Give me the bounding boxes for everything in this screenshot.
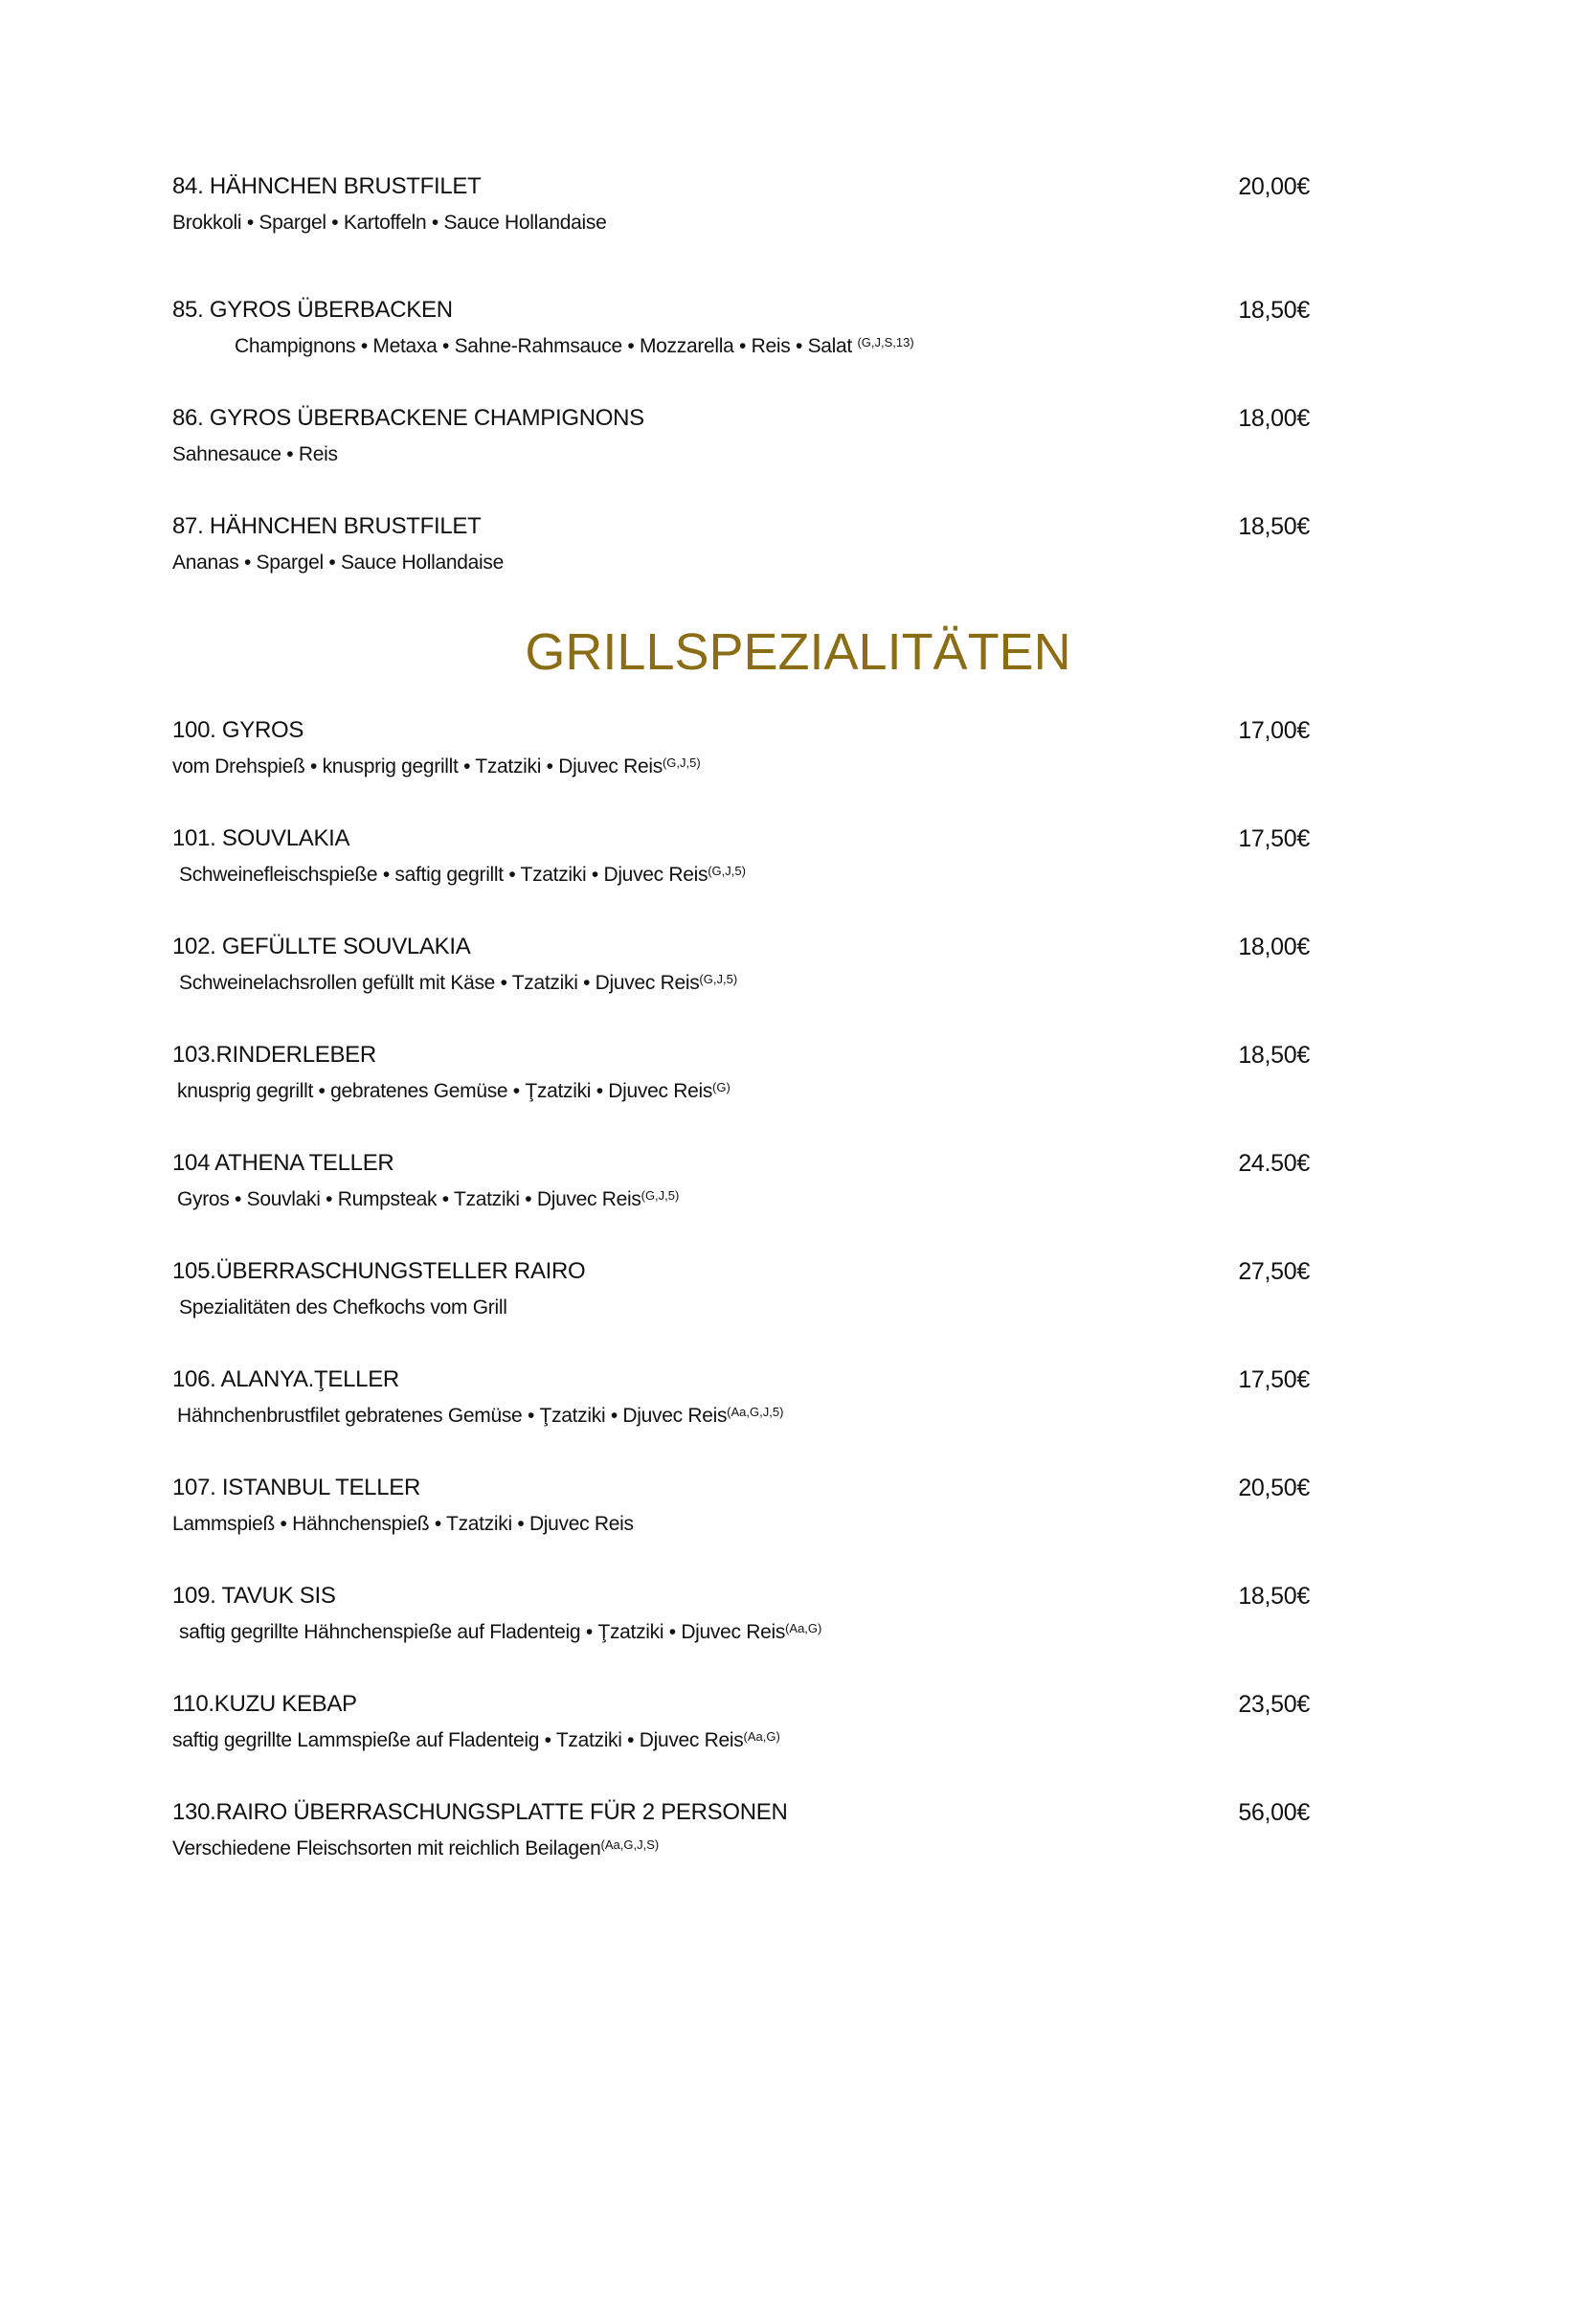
item-text <box>172 1149 1238 1213</box>
item-title: 110.KUZU KEBAP <box>172 1691 357 1717</box>
item-price: 56,00€ <box>1238 1799 1310 1826</box>
item-title: 106. ALANYA.ŢELLER <box>172 1366 399 1392</box>
menu-item <box>172 933 1310 997</box>
allergen-codes: (G,J,5) <box>662 755 701 770</box>
item-description-text: Schweinelachsrollen gefüllt mit Käse • Tzatziki • Djuvec Reis <box>179 972 700 994</box>
item-description <box>172 1186 1238 1213</box>
item-description-text: Ananas • Spargel • Sauce Hollandaise <box>172 552 504 574</box>
item-description-text: Sahnesauce • Reis <box>172 443 338 465</box>
allergen-codes: (G,J,5) <box>641 1188 680 1203</box>
item-description-text: Spezialitäten des Chefkochs vom Grill <box>179 1296 507 1319</box>
item-text <box>172 1041 1238 1105</box>
item-price: 17,00€ <box>1238 717 1310 744</box>
allergen-codes: (Aa,G,J,5) <box>727 1405 784 1419</box>
menu-section-top <box>172 172 1310 576</box>
item-description-text: Gyros • Souvlaki • Rumpsteak • Tzatziki • Djuvec Reis <box>177 1188 641 1210</box>
item-title: 109. TAVUK SIS <box>172 1583 336 1609</box>
allergen-codes: (Aa,G) <box>785 1621 822 1635</box>
item-description-text: Hähnchenbrustfilet gebratenes Gemüse • Ţzatziki • Djuvec Reis <box>177 1405 728 1427</box>
item-description <box>172 1078 1238 1105</box>
item-title: 84. HÄHNCHEN BRUSTFILET <box>172 173 482 199</box>
menu-item <box>172 512 1310 576</box>
item-price: 23,50€ <box>1238 1691 1310 1718</box>
allergen-codes: (G,J,5) <box>708 864 746 878</box>
item-text <box>172 512 1238 576</box>
item-description-text: saftig gegrillte Hähnchenspieße auf Fladenteig • Ţzatziki • Djuvec Reis <box>179 1621 786 1643</box>
menu-item <box>172 824 1310 889</box>
item-description <box>172 441 1238 468</box>
item-title: 87. HÄHNCHEN BRUSTFILET <box>172 513 482 539</box>
item-price: 24.50€ <box>1238 1150 1310 1177</box>
item-price: 17,50€ <box>1238 1366 1310 1393</box>
item-price: 17,50€ <box>1238 825 1310 852</box>
item-title: 107. ISTANBUL TELLER <box>172 1475 421 1500</box>
menu-section-grill <box>172 716 1310 1862</box>
item-description-text: vom Drehspieß • knusprig gegrillt • Tzatziki • Djuvec Reis <box>172 755 663 778</box>
item-description <box>172 333 1238 360</box>
item-text <box>172 1798 1238 1862</box>
item-description-text: saftig gegrillte Lammspieße auf Fladenteig • Tzatziki • Djuvec Reis <box>172 1729 744 1751</box>
item-description <box>172 1295 1238 1321</box>
item-title: 86. GYROS ÜBERBACKENE CHAMPIGNONS <box>172 405 644 431</box>
item-description <box>172 210 1238 237</box>
section-heading-grillspezialitaeten: GRILLSPEZIALITÄTEN <box>525 623 1071 681</box>
item-text <box>172 1474 1238 1538</box>
menu-item <box>172 1798 1310 1862</box>
item-title: 104 ATHENA TELLER <box>172 1150 394 1176</box>
item-text <box>172 716 1238 780</box>
allergen-codes: (G,J,S,13) <box>857 335 914 349</box>
menu-item <box>172 404 1310 468</box>
item-title: 105.ÜBERRASCHUNGSTELLER RAIRO <box>172 1258 586 1284</box>
item-description <box>172 970 1238 997</box>
allergen-codes: (Aa,G,J,S) <box>600 1837 660 1852</box>
item-text <box>172 1365 1238 1430</box>
item-title: 101. SOUVLAKIA <box>172 825 350 851</box>
item-price: 18,50€ <box>1238 297 1310 324</box>
menu-item <box>172 1257 1310 1321</box>
item-price: 18,50€ <box>1238 1583 1310 1610</box>
item-description <box>172 1403 1238 1430</box>
menu-item <box>172 1582 1310 1646</box>
item-price: 18,00€ <box>1238 934 1310 960</box>
menu-item <box>172 172 1310 237</box>
item-text <box>172 296 1238 360</box>
menu-item <box>172 1690 1310 1754</box>
item-text <box>172 1582 1238 1646</box>
item-description <box>172 1836 1238 1862</box>
item-description <box>172 862 1238 889</box>
item-title: 130.RAIRO ÜBERRASCHUNGSPLATTE FÜR 2 PERSONEN <box>172 1799 788 1825</box>
item-price: 18,50€ <box>1238 1042 1310 1069</box>
item-text <box>172 404 1238 468</box>
item-title: 100. GYROS <box>172 717 304 743</box>
item-description-text: Lammspieß • Hähnchenspieß • Tzatziki • Djuvec Reis <box>172 1513 634 1535</box>
menu-item <box>172 1474 1310 1538</box>
item-text <box>172 172 1238 237</box>
item-price: 20,00€ <box>1238 173 1310 200</box>
item-price: 18,50€ <box>1238 513 1310 540</box>
item-title: 103.RINDERLEBER <box>172 1042 376 1068</box>
item-description-text: Brokkoli • Spargel • Kartoffeln • Sauce Hollandaise <box>172 212 607 234</box>
menu-item <box>172 716 1310 780</box>
item-description <box>172 550 1238 576</box>
item-text <box>172 1690 1238 1754</box>
item-price: 27,50€ <box>1238 1258 1310 1285</box>
item-title: 102. GEFÜLLTE SOUVLAKIA <box>172 934 471 959</box>
allergen-codes: (G) <box>712 1080 731 1094</box>
item-description-text: Verschiedene Fleischsorten mit reichlich Beilagen <box>172 1837 601 1859</box>
menu-item <box>172 296 1310 360</box>
item-text <box>172 824 1238 889</box>
menu-item <box>172 1365 1310 1430</box>
item-description <box>172 1619 1238 1646</box>
item-price: 20,50€ <box>1238 1475 1310 1501</box>
item-description <box>172 1727 1238 1754</box>
item-text <box>172 1257 1238 1321</box>
item-description-text: Schweinefleischspieße • saftig gegrillt • Tzatziki • Djuvec Reis <box>179 864 708 886</box>
menu-item <box>172 1149 1310 1213</box>
item-text <box>172 933 1238 997</box>
menu-item <box>172 1041 1310 1105</box>
item-description-text: knusprig gegrillt • gebratenes Gemüse • Ţzatziki • Djuvec Reis <box>177 1080 713 1102</box>
item-title: 85. GYROS ÜBERBACKEN <box>172 297 453 323</box>
item-description-text: Champignons • Metaxa • Sahne-Rahmsauce • Mozzarella • Reis • Salat <box>235 335 858 357</box>
item-description <box>172 754 1238 780</box>
allergen-codes: (G,J,5) <box>699 972 738 986</box>
item-price: 18,00€ <box>1238 405 1310 432</box>
item-description <box>172 1511 1238 1538</box>
allergen-codes: (Aa,G) <box>743 1729 780 1744</box>
